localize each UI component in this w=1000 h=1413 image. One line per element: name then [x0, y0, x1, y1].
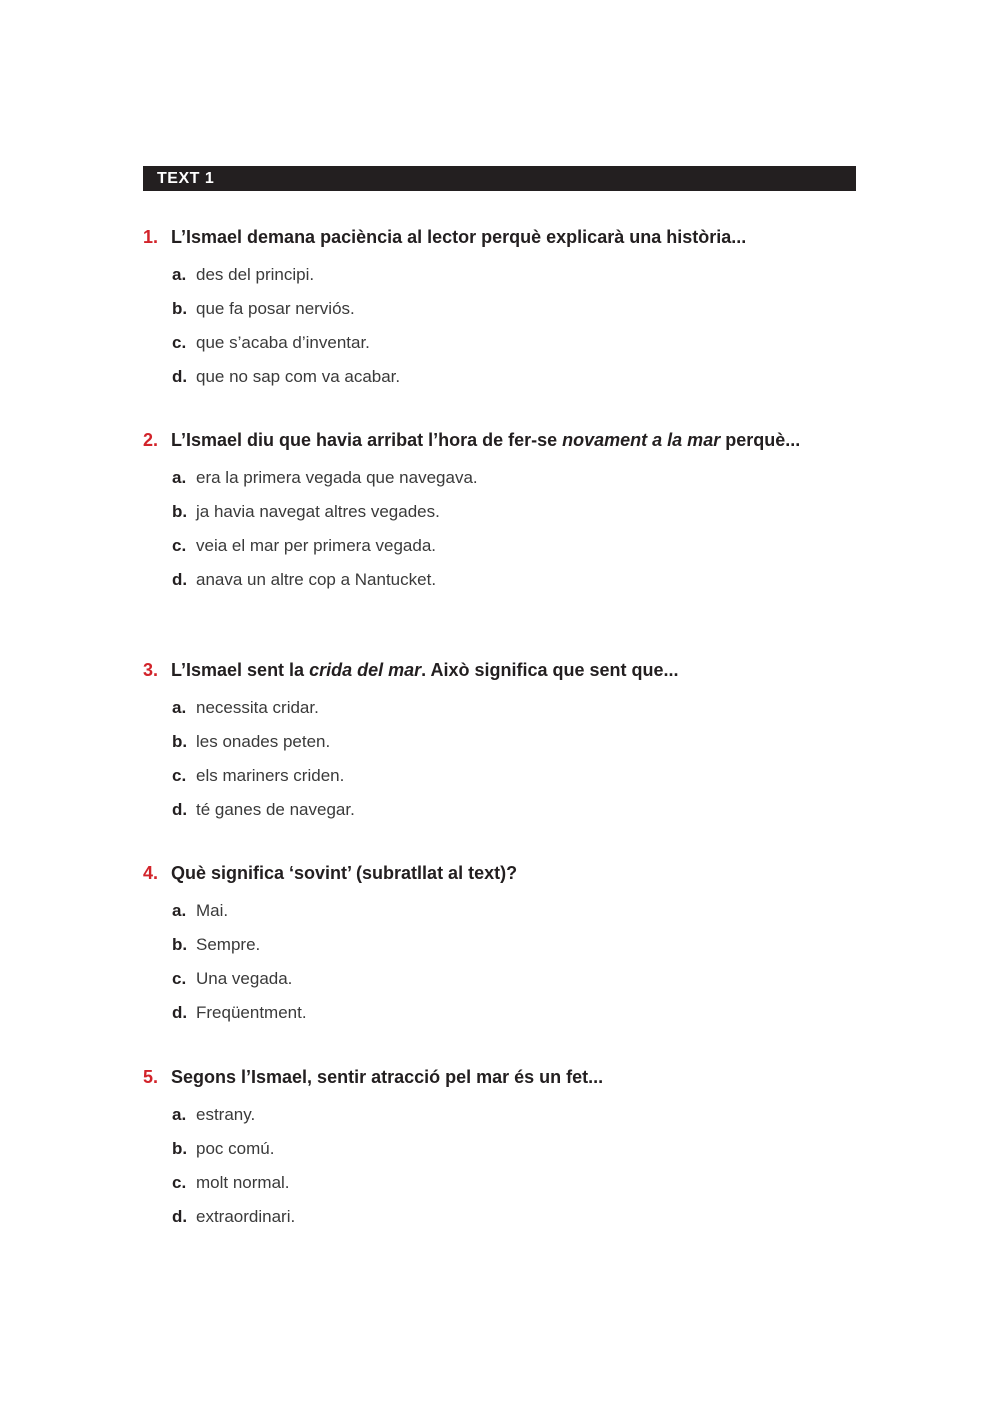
option-b[interactable]: [172, 292, 856, 326]
option-letter: d.: [172, 1207, 188, 1226]
question-text-start: L’Ismael sent la: [171, 660, 310, 680]
question-text: [171, 427, 800, 453]
option-a[interactable]: [172, 258, 856, 292]
question-number: 2.: [143, 430, 159, 450]
question-text: L’Ismael demana paciència al lector perquè explicarà una història...: [171, 227, 747, 247]
question-header: [143, 224, 856, 250]
option-text: estrany.: [196, 1105, 256, 1124]
option-a[interactable]: [172, 894, 856, 928]
question-header: [143, 860, 856, 886]
option-b[interactable]: [172, 495, 856, 529]
option-letter: a.: [172, 901, 187, 920]
option-a[interactable]: [172, 1098, 856, 1132]
option-c[interactable]: [172, 962, 856, 996]
option-text: Mai.: [196, 901, 229, 920]
options-list: [143, 461, 856, 597]
option-d[interactable]: [172, 793, 856, 827]
options-list: [143, 894, 856, 1030]
question-text-start: L’Ismael diu que havia arribat l’hora de fer-se: [171, 430, 563, 450]
option-text: era la primera vegada que navegava.: [196, 468, 478, 487]
question-number: 3.: [143, 660, 159, 680]
question-text: Què significa ‘sovint’ (subratllat al text)?: [171, 863, 518, 883]
option-text: poc comú.: [196, 1139, 275, 1158]
option-text: Freqüentment.: [196, 1003, 307, 1022]
question-text: [171, 657, 679, 683]
option-text: anava un altre cop a Nantucket.: [196, 570, 437, 589]
question-text-end: . Això significa que sent que...: [421, 660, 679, 680]
option-letter: d.: [172, 367, 188, 386]
option-b[interactable]: [172, 725, 856, 759]
option-d[interactable]: [172, 563, 856, 597]
option-text: necessita cridar.: [196, 698, 319, 717]
option-letter: c.: [172, 333, 187, 352]
question-header: [143, 657, 856, 683]
option-text: els mariners criden.: [196, 766, 345, 785]
question-number: 5.: [143, 1067, 159, 1087]
option-text: extraordinari.: [196, 1207, 296, 1226]
options-list: [143, 1098, 856, 1234]
option-c[interactable]: [172, 529, 856, 563]
question-text-end: perquè...: [720, 430, 801, 450]
question-1: [143, 224, 856, 394]
option-letter: b.: [172, 299, 188, 318]
option-d[interactable]: [172, 996, 856, 1030]
question-number: 1.: [143, 227, 159, 247]
option-d[interactable]: [172, 1200, 856, 1234]
option-text: que no sap com va acabar.: [196, 367, 401, 386]
option-d[interactable]: [172, 360, 856, 394]
option-text: té ganes de navegar.: [196, 800, 355, 819]
option-text: que fa posar nerviós.: [196, 299, 355, 318]
option-letter: b.: [172, 502, 188, 521]
option-letter: d.: [172, 800, 188, 819]
question-text: Segons l’Ismael, sentir atracció pel mar és un fet...: [171, 1067, 604, 1087]
option-letter: b.: [172, 935, 188, 954]
option-c[interactable]: [172, 759, 856, 793]
option-a[interactable]: [172, 461, 856, 495]
option-text: ja havia navegat altres vegades.: [196, 502, 440, 521]
option-c[interactable]: [172, 1166, 856, 1200]
options-list: [143, 258, 856, 394]
option-text: Una vegada.: [196, 969, 293, 988]
option-a[interactable]: [172, 691, 856, 725]
question-text-italic: novament a la mar: [562, 430, 721, 450]
option-letter: c.: [172, 766, 187, 785]
option-letter: b.: [172, 732, 188, 751]
option-letter: b.: [172, 1139, 188, 1158]
option-letter: a.: [172, 1105, 187, 1124]
option-text: Sempre.: [196, 935, 261, 954]
option-b[interactable]: [172, 928, 856, 962]
options-list: [143, 691, 856, 827]
option-text: des del principi.: [196, 265, 315, 284]
question-text-italic: crida del mar: [309, 660, 422, 680]
option-c[interactable]: [172, 326, 856, 360]
section-title: TEXT 1: [157, 170, 215, 187]
option-text: les onades peten.: [196, 732, 331, 751]
option-text: que s’acaba d’inventar.: [196, 333, 370, 352]
option-text: molt normal.: [196, 1173, 290, 1192]
option-letter: c.: [172, 1173, 187, 1192]
option-letter: d.: [172, 570, 188, 589]
question-number: 4.: [143, 863, 159, 883]
option-letter: a.: [172, 698, 187, 717]
option-letter: c.: [172, 536, 187, 555]
option-letter: d.: [172, 1003, 188, 1022]
option-letter: a.: [172, 265, 187, 284]
option-text: veia el mar per primera vegada.: [196, 536, 437, 555]
question-5: [143, 1064, 856, 1234]
question-3: [143, 657, 856, 827]
option-letter: a.: [172, 468, 187, 487]
question-2: [143, 427, 856, 597]
question-header: [143, 427, 856, 453]
question-4: [143, 860, 856, 1030]
option-letter: c.: [172, 969, 187, 988]
option-b[interactable]: [172, 1132, 856, 1166]
question-header: [143, 1064, 856, 1090]
section-header: [143, 166, 856, 191]
